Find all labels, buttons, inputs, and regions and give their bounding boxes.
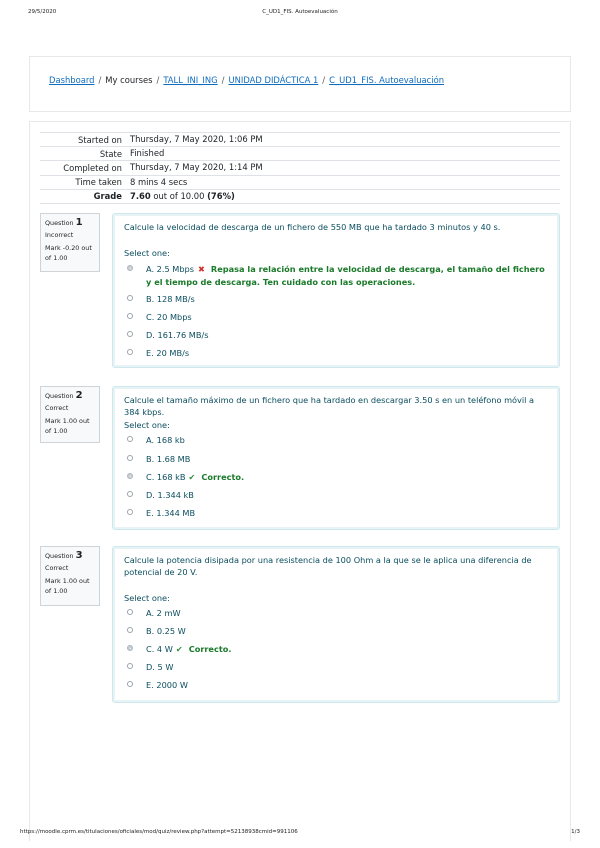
radio-selected[interactable] [127, 645, 133, 651]
breadcrumb-separator: / [322, 75, 326, 85]
answer-text: E. 20 MB/s [146, 348, 190, 358]
question-content [112, 546, 560, 703]
grade-value: 7.60 [130, 190, 151, 201]
grade-rest: out of 10.00 [150, 190, 208, 201]
question-state: Correct [45, 563, 69, 572]
summary-label: State [40, 147, 126, 161]
print-title: C_UD1_FIS. Autoevaluación [262, 9, 338, 15]
answer-feedback: Repasa la relación entre la velocidad de descarga, el tamaño del fichero y el tiempo de descarga. Ten cuidado con las operaciones. [146, 264, 545, 287]
summary-value: Thursday, 7 May 2020, 1:14 PM [126, 161, 560, 175]
question-state: Correct [45, 403, 69, 412]
answer-text: C. 4 W [146, 644, 173, 654]
summary-value: Finished [126, 147, 560, 161]
summary-value: 8 mins 4 secs [126, 175, 560, 189]
radio-selected[interactable] [127, 265, 133, 271]
breadcrumb-separator: / [98, 75, 102, 85]
question-prefix: Question [45, 219, 74, 227]
summary-row-time-taken [40, 175, 560, 189]
question-info [40, 546, 100, 606]
summary-label: Completed on [40, 161, 126, 175]
summary-row-state [40, 147, 560, 161]
summary-row-completed [40, 161, 560, 175]
breadcrumb-separator: / [156, 75, 160, 85]
radio-button[interactable] [127, 663, 133, 669]
answer-text: C. 168 kB [146, 472, 186, 482]
question-mark: Mark 1.00 out of 1.00 [45, 417, 90, 435]
question-number: 2 [75, 390, 83, 401]
answer-text: D. 1.344 kB [146, 490, 194, 500]
answer-text: E. 1.344 MB [146, 508, 196, 518]
print-date: 29/5/2020 [28, 9, 57, 15]
radio-button[interactable] [127, 313, 133, 319]
print-url: https://moodle.cprm.es/titulaciones/oficiales/mod/quiz/review.php?attempt=52138938cmid=991106 [20, 829, 298, 835]
attempt-summary-table [40, 132, 560, 204]
radio-button[interactable] [127, 609, 133, 615]
cross-icon: ✖ [198, 264, 205, 274]
radio-button[interactable] [127, 509, 133, 515]
radio-button[interactable] [127, 436, 133, 442]
breadcrumb-unit[interactable]: UNIDAD DIDÁCTICA 1 [228, 75, 319, 85]
summary-label: Grade [40, 189, 126, 203]
answer-text: A. 2 mW [146, 608, 181, 618]
breadcrumb-separator: / [221, 75, 225, 85]
question-info [40, 213, 100, 272]
breadcrumb [49, 75, 444, 85]
answer-label [146, 471, 244, 484]
radio-button[interactable] [127, 349, 133, 355]
answer-text: B. 1.68 MB [146, 454, 191, 464]
question-state: Incorrect [45, 230, 74, 239]
grade-percent: (76%) [207, 190, 235, 201]
question-info [40, 386, 100, 443]
answer-feedback: Correcto. [201, 472, 245, 482]
question-text: Calcule la velocidad de descarga de un fichero de 550 MB que ha tardado 3 minutos y 40 s. [124, 222, 501, 232]
question-content [112, 213, 560, 368]
question-content [112, 386, 560, 530]
radio-button[interactable] [127, 491, 133, 497]
answer-text: A. 2.5 Mbps [146, 264, 195, 274]
question-prefix: Question [45, 552, 74, 560]
select-one-label: Select one: [124, 420, 170, 430]
summary-value [126, 189, 560, 203]
question-number: 3 [75, 550, 83, 561]
answer-text: C. 20 Mbps [146, 312, 192, 322]
question-number: 1 [75, 217, 83, 228]
question-mark: Mark 1.00 out of 1.00 [45, 577, 90, 595]
answer-feedback: Correcto. [188, 644, 232, 654]
radio-button[interactable] [127, 681, 133, 687]
breadcrumb-dashboard[interactable]: Dashboard [49, 75, 95, 85]
breadcrumb-my-courses: My courses [105, 75, 153, 85]
question-mark: Mark -0.20 out of 1.00 [45, 244, 92, 262]
select-one-label: Select one: [124, 593, 170, 603]
print-header [0, 9, 600, 21]
radio-button[interactable] [127, 331, 133, 337]
answer-label [146, 643, 231, 656]
answer-option[interactable] [124, 263, 547, 289]
answer-text: B. 0.25 W [146, 626, 186, 636]
breadcrumb-course[interactable]: TALL_INI_ING [163, 75, 218, 85]
question-text: Calcule el tamaño máximo de un fichero que ha tardado en descargar 3.50 s en un teléfono móvil a 384 kbps. [124, 395, 535, 417]
answer-text: D. 161.76 MB/s [146, 330, 209, 340]
print-page-number: 1/3 [571, 829, 580, 835]
summary-value: Thursday, 7 May 2020, 1:06 PM [126, 133, 560, 147]
summary-row-grade [40, 189, 560, 203]
radio-button[interactable] [127, 455, 133, 461]
summary-label: Started on [40, 133, 126, 147]
radio-button[interactable] [127, 295, 133, 301]
question-prefix: Question [45, 392, 74, 400]
check-icon: ✔ [175, 644, 183, 654]
radio-button[interactable] [127, 627, 133, 633]
radio-selected[interactable] [127, 473, 133, 479]
breadcrumb-quiz[interactable]: C_UD1_FIS. Autoevaluación [329, 75, 444, 85]
select-one-label: Select one: [124, 248, 170, 258]
question-text: Calcule la potencia disipada por una resistencia de 100 Ohm a la que se le aplica una diferencia de potencial de 20 V. [124, 555, 532, 577]
answer-text: E. 2000 W [146, 680, 188, 690]
answer-text: D. 5 W [146, 662, 174, 672]
answer-label [146, 263, 547, 288]
answer-text: A. 168 kb [146, 435, 185, 445]
summary-row-started [40, 133, 560, 147]
answer-text: B. 128 MB/s [146, 294, 195, 304]
breadcrumb-region [29, 56, 571, 112]
check-icon: ✔ [188, 472, 196, 482]
summary-label: Time taken [40, 175, 126, 189]
